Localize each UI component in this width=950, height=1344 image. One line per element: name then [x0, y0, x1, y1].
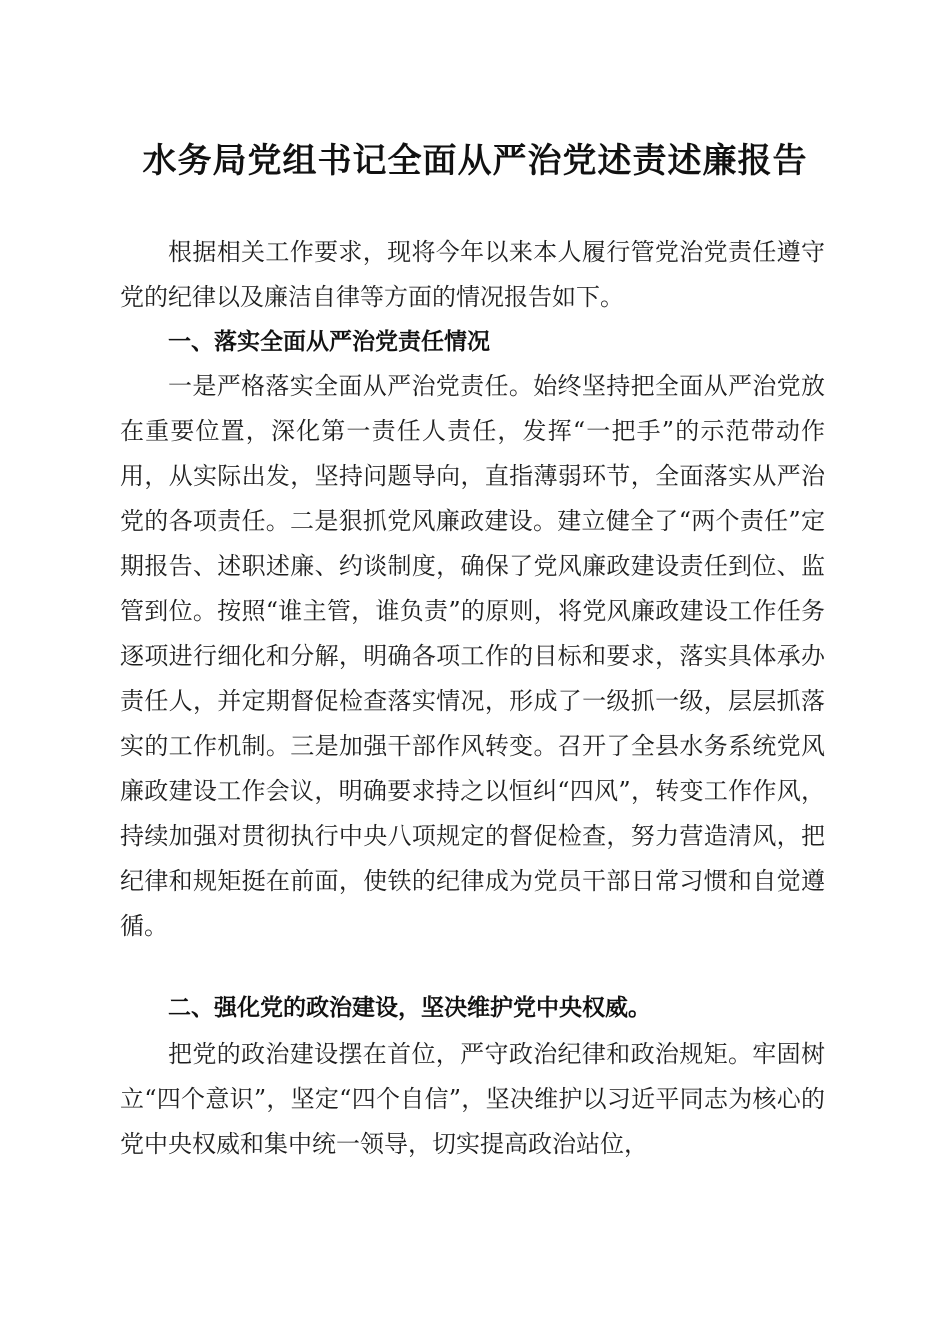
- section-heading-2: 二、强化党的政治建设，坚决维护党中央权威。: [168, 995, 651, 1021]
- section-heading-1: 一、落实全面从严治党责任情况: [168, 329, 490, 355]
- section-paragraph-1: 一是严格落实全面从严治党责任。始终坚持把全面从严治党放在重要位置，深化第一责任人责任，发挥“一把手”的示范带动作用，从实际出发，坚持问题导向，直指薄弱环节，全面落实从严治党的各项责任。二是狠抓党风廉政建设。建立健全了“两个责任”定期报告、述职述廉、约谈制度，确保了党风廉政建设责任到位、监管到位。按照“谁主管，谁负责”的原则，将党风廉政建设工作任务逐项进行细化和分解，明确各项工作的目标和要求，落实具体承办责任人，并定期督促检查落实情况，形成了一级抓一级，层层抓落实的工作机制。三是加强干部作风转变。召开了全县水务系统党风廉政建设工作会议，明确要求持之以恒纠“四风”，转变工作作风，持续加强对贯彻执行中央八项规定的督促检查，努力营造清风，把纪律和规矩挺在前面，使铁的纪律成为党员干部日常习惯和自觉遵循。: [120, 372, 825, 940]
- section-paragraph-2: 把党的政治建设摆在首位，严守政治纪律和政治规矩。牢固树立“四个意识”，坚定“四个自信”，坚决维护以习近平同志为核心的党中央权威和集中统一领导，切实提高政治站位，: [120, 1040, 825, 1158]
- document-title: 水务局党组书记全面从严治党述责述廉报告: [142, 141, 808, 181]
- intro-paragraph: 根据相关工作要求，现将今年以来本人履行管党治党责任遵守党的纪律以及廉洁自律等方面的情况报告如下。: [120, 238, 825, 311]
